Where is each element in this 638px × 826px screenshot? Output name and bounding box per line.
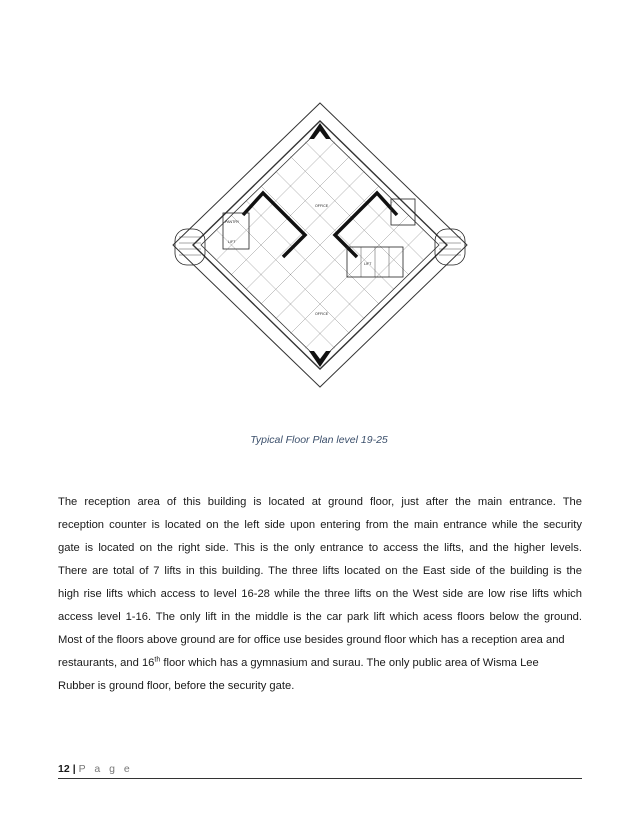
paragraph-line: There are total of 7 lifts in this building. The three lifts located on the East side of the building is the <box>58 565 582 577</box>
line8-post: floor which has a gymnasium and surau. The only public area of Wisma Lee <box>160 657 539 669</box>
south-corner-element <box>309 351 331 367</box>
paragraph-line: Most of the floors above ground are for office use besides ground floor which has a reception area and <box>58 634 565 646</box>
page-number: 12 <box>58 763 70 775</box>
figure-caption: Typical Floor Plan level 19-25 <box>250 434 388 446</box>
paragraph-line: high rise lifts which access to level 16-28 while the three lifts on the West side are low rise lifts which <box>58 588 582 600</box>
page-word: P a g e <box>78 763 133 775</box>
page-footer <box>58 763 133 775</box>
west-stair <box>175 229 205 265</box>
north-corner-element <box>309 123 331 139</box>
footer-separator: | <box>72 763 76 775</box>
paragraph-line: gate is located on the right side. This is the only entrance to access the lifts, and the higher levels. <box>58 542 582 554</box>
east-stair <box>435 229 465 265</box>
paragraph-line: reception counter is located on the left side upon entering from the main entrance while the security <box>58 519 582 531</box>
footer-rule <box>58 778 582 779</box>
paragraph-line <box>58 657 582 680</box>
paragraph-line: Rubber is ground floor, before the security gate. <box>58 680 295 692</box>
office-label-north: OFFICE <box>315 204 329 208</box>
body-paragraph <box>58 496 582 703</box>
line8-post-wrap <box>154 657 582 680</box>
paragraph-line: The reception area of this building is located at ground floor, just after the main entrance. The <box>58 496 582 508</box>
line8-pre: restaurants, and 16 <box>58 657 155 669</box>
paragraph-line: access level 1-16. The only lift in the middle is the car park lift which acess floors below the ground. <box>58 611 582 623</box>
ordinal-suffix: th <box>154 656 161 664</box>
west-lift-core <box>223 213 249 249</box>
pantry-label: PANTRY <box>225 220 240 224</box>
lift-label-west: LIFT <box>228 240 236 244</box>
office-label-south: OFFICE <box>315 312 329 316</box>
west-core-wall <box>243 193 305 257</box>
floor-plan-drawing <box>165 95 475 395</box>
lift-label-east: LIFT <box>364 262 372 266</box>
